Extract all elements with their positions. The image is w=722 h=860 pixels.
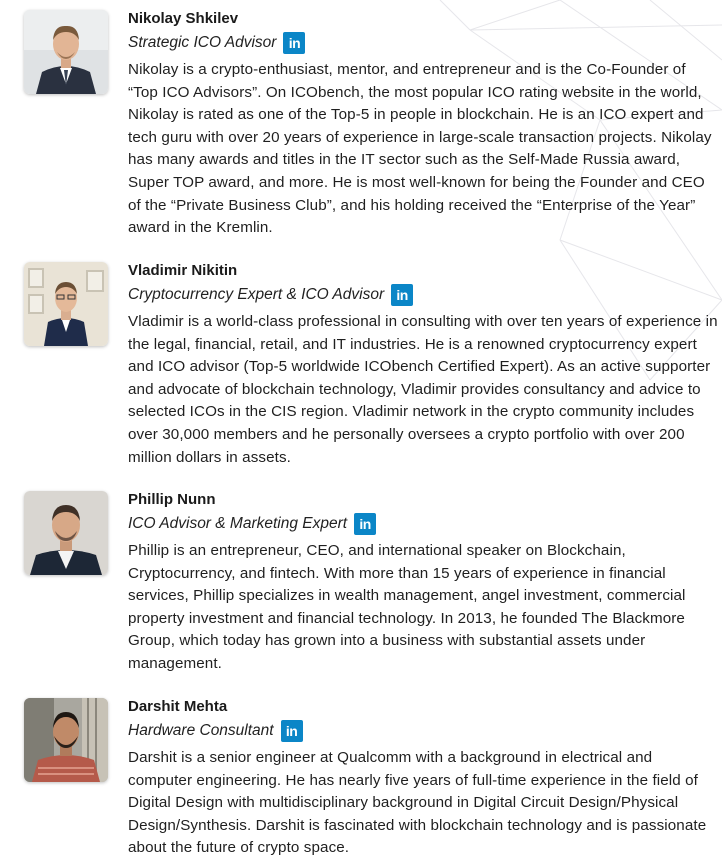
linkedin-icon[interactable]: in	[391, 284, 413, 306]
advisor-info	[128, 491, 718, 676]
advisor-card-phillip	[24, 491, 716, 671]
avatar	[24, 698, 108, 782]
advisor-bio: Vladimir is a world-class professional in consulting with over ten years of experience in the legal, financial, retail, and IT industries. He is a renowned cryptocurrency expert and ICO advisor (Top-5 worldwide ICObench Certified Expert). As an active supporter and advocate of blockchain technology, Vladimir provides consultancy and advice to selected ICOs in the CIS region. Vladimir network in the crypto community includes over 30,000 members and he personally oversees a crypto portfolio with over 200 million dollars in assets.	[128, 313, 718, 466]
advisor-bio: Nikolay is a crypto-enthusiast, mentor, and entrepreneur and is the Co-Founder of “Top ICO Advisors”. On ICObench, the most popular ICO rating website in the world, Nikolay is rated as one of the Top-5 in people in blockchain. He is an ICO expert and tech guru with over 20 years of experience in large-scale transaction projects. Nikolay has many awards and titles in the IT sector such as the Self-Made Russia award, Super TOP award, and more. He is most well-known for being the Founder and CEO of the “Private Business Club”, and his holding received the “Enterprise of the Year” award in the Kremlin.	[128, 61, 712, 237]
advisor-info	[128, 10, 718, 240]
advisor-card-nikolay	[24, 10, 716, 250]
advisor-card-vladimir	[24, 262, 716, 477]
advisor-role: ICO Advisor & Marketing Expert	[128, 515, 348, 532]
advisor-role-line	[128, 512, 718, 536]
linkedin-icon[interactable]: in	[281, 720, 303, 742]
advisor-role: Strategic ICO Advisor	[128, 34, 277, 51]
advisor-role: Hardware Consultant	[128, 722, 274, 739]
advisor-bio: Darshit is a senior engineer at Qualcomm with a background in electrical and computer engineering. He has nearly five years of full-time experience in the field of Digital Design with multidisciplinary background in Digital Circuit Design/Physical Design/Synthesis. Darshit is fascinated with blockchain technology and is passionate about the future of crypto space.	[128, 749, 707, 857]
advisor-name: Phillip Nunn	[128, 491, 216, 508]
advisor-info	[128, 262, 718, 469]
advisor-info	[128, 698, 718, 860]
avatar	[24, 262, 108, 346]
linkedin-icon[interactable]: in	[283, 32, 305, 54]
advisor-role: Cryptocurrency Expert & ICO Advisor	[128, 286, 385, 303]
advisor-role-line	[128, 31, 718, 55]
advisor-card-darshit	[24, 698, 716, 858]
advisor-bio: Phillip is an entrepreneur, CEO, and international speaker on Blockchain, Cryptocurrency, and fintech. With more than 15 years of experience in financial services, Phillip specializes in wealth management, angel investment, commercial property investment and financial technology. In 2013, he founded The Blackmore Group, which today has grown into a business with substantial assets under management.	[128, 542, 686, 672]
avatar	[24, 491, 108, 575]
advisor-role-line	[128, 283, 718, 307]
advisor-name: Vladimir Nikitin	[128, 262, 238, 279]
advisor-name: Darshit Mehta	[128, 698, 228, 715]
advisor-role-line	[128, 719, 718, 743]
linkedin-icon[interactable]: in	[354, 513, 376, 535]
avatar	[24, 10, 108, 94]
advisor-name: Nikolay Shkilev	[128, 10, 239, 27]
